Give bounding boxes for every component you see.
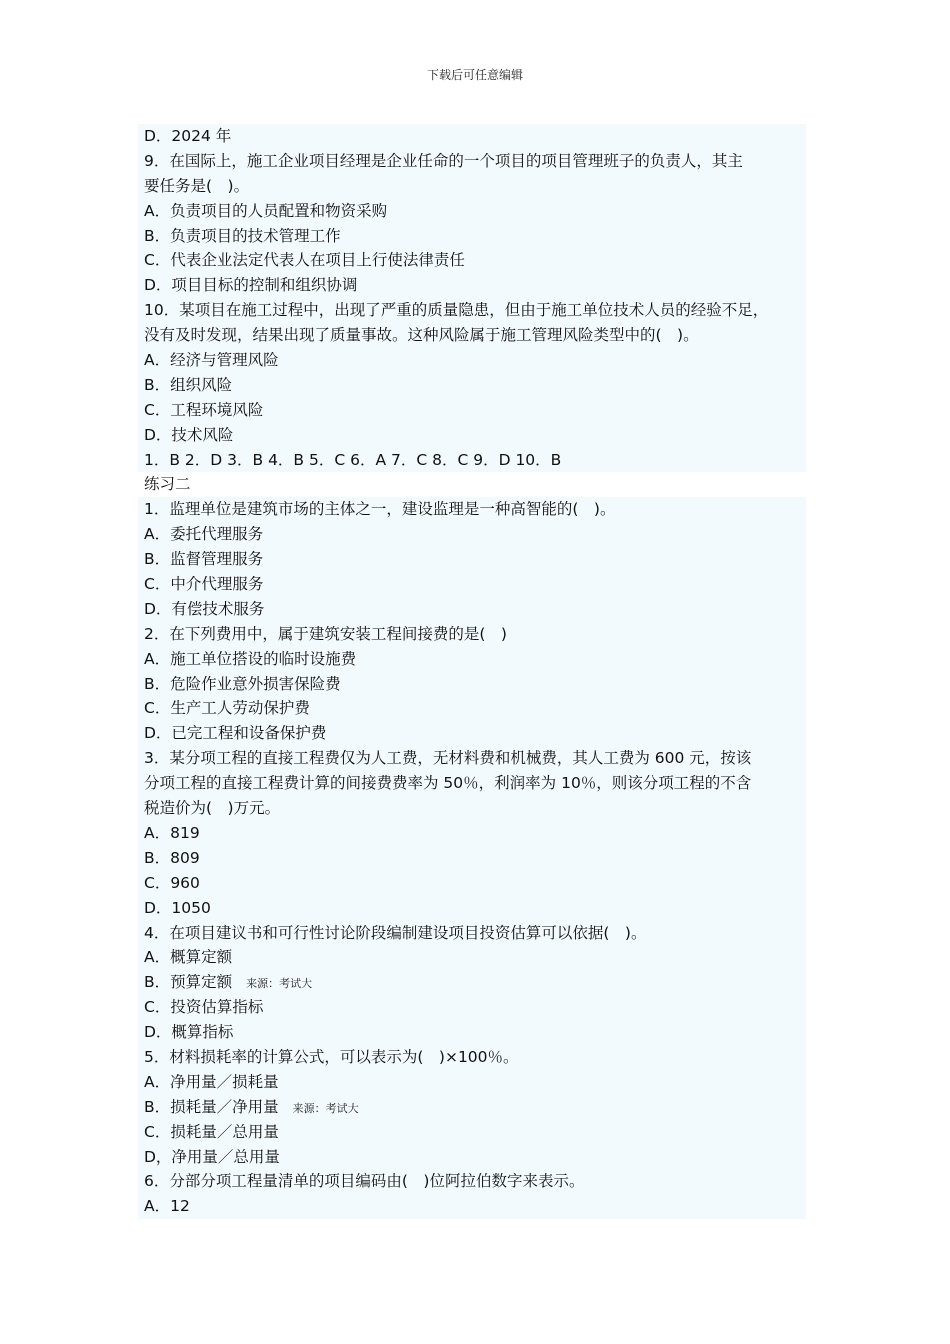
line-text: 要任务是( )。 — [144, 176, 250, 195]
text-line — [138, 647, 806, 672]
line-text: C．工程环境风险 — [144, 400, 264, 419]
line-text: D．概算指标 — [144, 1023, 234, 1042]
page-header: 下载后可任意编辑 — [426, 68, 523, 82]
line-text: 分项工程的直接工程费计算的间接费费率为 50％，利润率为 10％，则该分项工程的不含 — [144, 774, 752, 793]
text-line — [138, 497, 806, 522]
text-line — [138, 423, 806, 448]
line-text: A．委托代理服务 — [144, 525, 264, 544]
line-text: D．2024 年 — [144, 127, 232, 145]
text-line — [138, 970, 806, 995]
line-text: B．负责项目的技术管理工作 — [144, 226, 341, 245]
text-line — [138, 224, 806, 249]
source-note: 来源：考试大 — [292, 1101, 359, 1115]
line-text: A．概算定额 — [144, 948, 233, 967]
line-text: A．12 — [144, 1197, 190, 1216]
text-line — [138, 199, 806, 224]
line-text: D．1050 — [144, 898, 211, 917]
line-text: C．生产工人劳动保护费 — [144, 699, 310, 718]
line-text: C．投资估算指标 — [144, 998, 264, 1017]
line-text: 4．在项目建议书和可行性讨论阶段编制建设项目投资估算可以依据( )。 — [144, 923, 647, 942]
text-line — [138, 1120, 806, 1145]
text-line — [138, 1145, 806, 1170]
line-text: A．净用量／损耗量 — [144, 1072, 279, 1091]
text-line — [138, 1070, 806, 1095]
line-text: B．监督管理服务 — [144, 550, 264, 569]
line-text: B．预算定额 — [144, 973, 233, 992]
line-text: C．损耗量／总用量 — [144, 1122, 279, 1141]
line-text: D，净用量／总用量 — [144, 1147, 280, 1166]
line-text: C．中介代理服务 — [144, 575, 264, 594]
line-text: 1．B 2．D 3．B 4．B 5．C 6．A 7．C 8．C 9．D 10．B — [144, 450, 562, 469]
document-body — [138, 124, 806, 1219]
text-line — [138, 298, 806, 323]
line-text: B．809 — [144, 848, 200, 867]
line-text: 1．监理单位是建筑市场的主体之一，建设监理是一种高智能的( )。 — [144, 500, 616, 519]
text-line — [138, 1194, 806, 1219]
line-text: 没有及时发现，结果出现了质量事故。这种风险属于施工管理风险类型中的( )。 — [144, 326, 699, 345]
text-line — [138, 522, 806, 547]
line-text: C．960 — [144, 873, 200, 892]
line-text: 税造价为( )万元。 — [144, 799, 281, 818]
text-line — [138, 1169, 806, 1194]
text-line — [138, 672, 806, 697]
text-line — [138, 921, 806, 946]
line-text: D．项目目标的控制和组织协调 — [144, 276, 358, 295]
text-line — [138, 721, 806, 746]
line-text: 练习二 — [144, 475, 191, 494]
line-text: D．有偿技术服务 — [144, 599, 265, 618]
text-line — [138, 995, 806, 1020]
text-line — [138, 472, 806, 497]
text-line — [138, 1095, 806, 1120]
line-text: B．危险作业意外损害保险费 — [144, 674, 341, 693]
line-text: D．技术风险 — [144, 425, 234, 444]
line-text: 3．某分项工程的直接工程费仅为人工费，无材料费和机械费，其人工费为 600 元，按该 — [144, 749, 752, 768]
text-line — [138, 597, 806, 622]
text-line — [138, 746, 806, 771]
text-line — [138, 1020, 806, 1045]
text-line — [138, 821, 806, 846]
line-text: 9．在国际上，施工企业项目经理是企业任命的一个项目的项目管理班子的负责人，其主 — [144, 151, 743, 170]
line-text: 6．分部分项工程量清单的项目编码由( )位阿拉伯数字来表示。 — [144, 1172, 585, 1191]
line-text: B．组织风险 — [144, 375, 233, 394]
text-line — [138, 323, 806, 348]
line-text: A．819 — [144, 823, 200, 842]
text-line — [138, 174, 806, 199]
text-line — [138, 273, 806, 298]
text-line — [138, 846, 806, 871]
text-line — [138, 248, 806, 273]
text-line — [138, 945, 806, 970]
line-text: A．负责项目的人员配置和物资采购 — [144, 201, 388, 220]
line-text: 2．在下列费用中，属于建筑安装工程间接费的是( ) — [144, 624, 507, 643]
text-line — [138, 796, 806, 821]
text-line — [138, 771, 806, 796]
text-line — [138, 871, 806, 896]
source-note: 来源：考试大 — [246, 977, 313, 991]
text-line — [138, 572, 806, 597]
text-line — [138, 149, 806, 174]
line-text: D．已完工程和设备保护费 — [144, 724, 327, 743]
text-line — [138, 547, 806, 572]
text-line — [138, 622, 806, 647]
text-line — [138, 124, 806, 149]
line-text: 10．某项目在施工过程中，出现了严重的质量隐患，但由于施工单位技术人员的经验不足， — [144, 301, 769, 320]
text-line — [138, 896, 806, 921]
text-line — [138, 348, 806, 373]
line-text: A．经济与管理风险 — [144, 351, 279, 370]
text-line — [138, 398, 806, 423]
text-line — [138, 696, 806, 721]
line-text: C．代表企业法定代表人在项目上行使法律责任 — [144, 251, 465, 270]
line-text: B．损耗量／净用量 — [144, 1097, 279, 1116]
line-text: 5．材料损耗率的计算公式，可以表示为( )×100％。 — [144, 1047, 519, 1066]
text-line — [138, 1045, 806, 1070]
text-line — [138, 448, 806, 473]
line-text: A．施工单位搭设的临时设施费 — [144, 649, 357, 668]
text-line — [138, 373, 806, 398]
